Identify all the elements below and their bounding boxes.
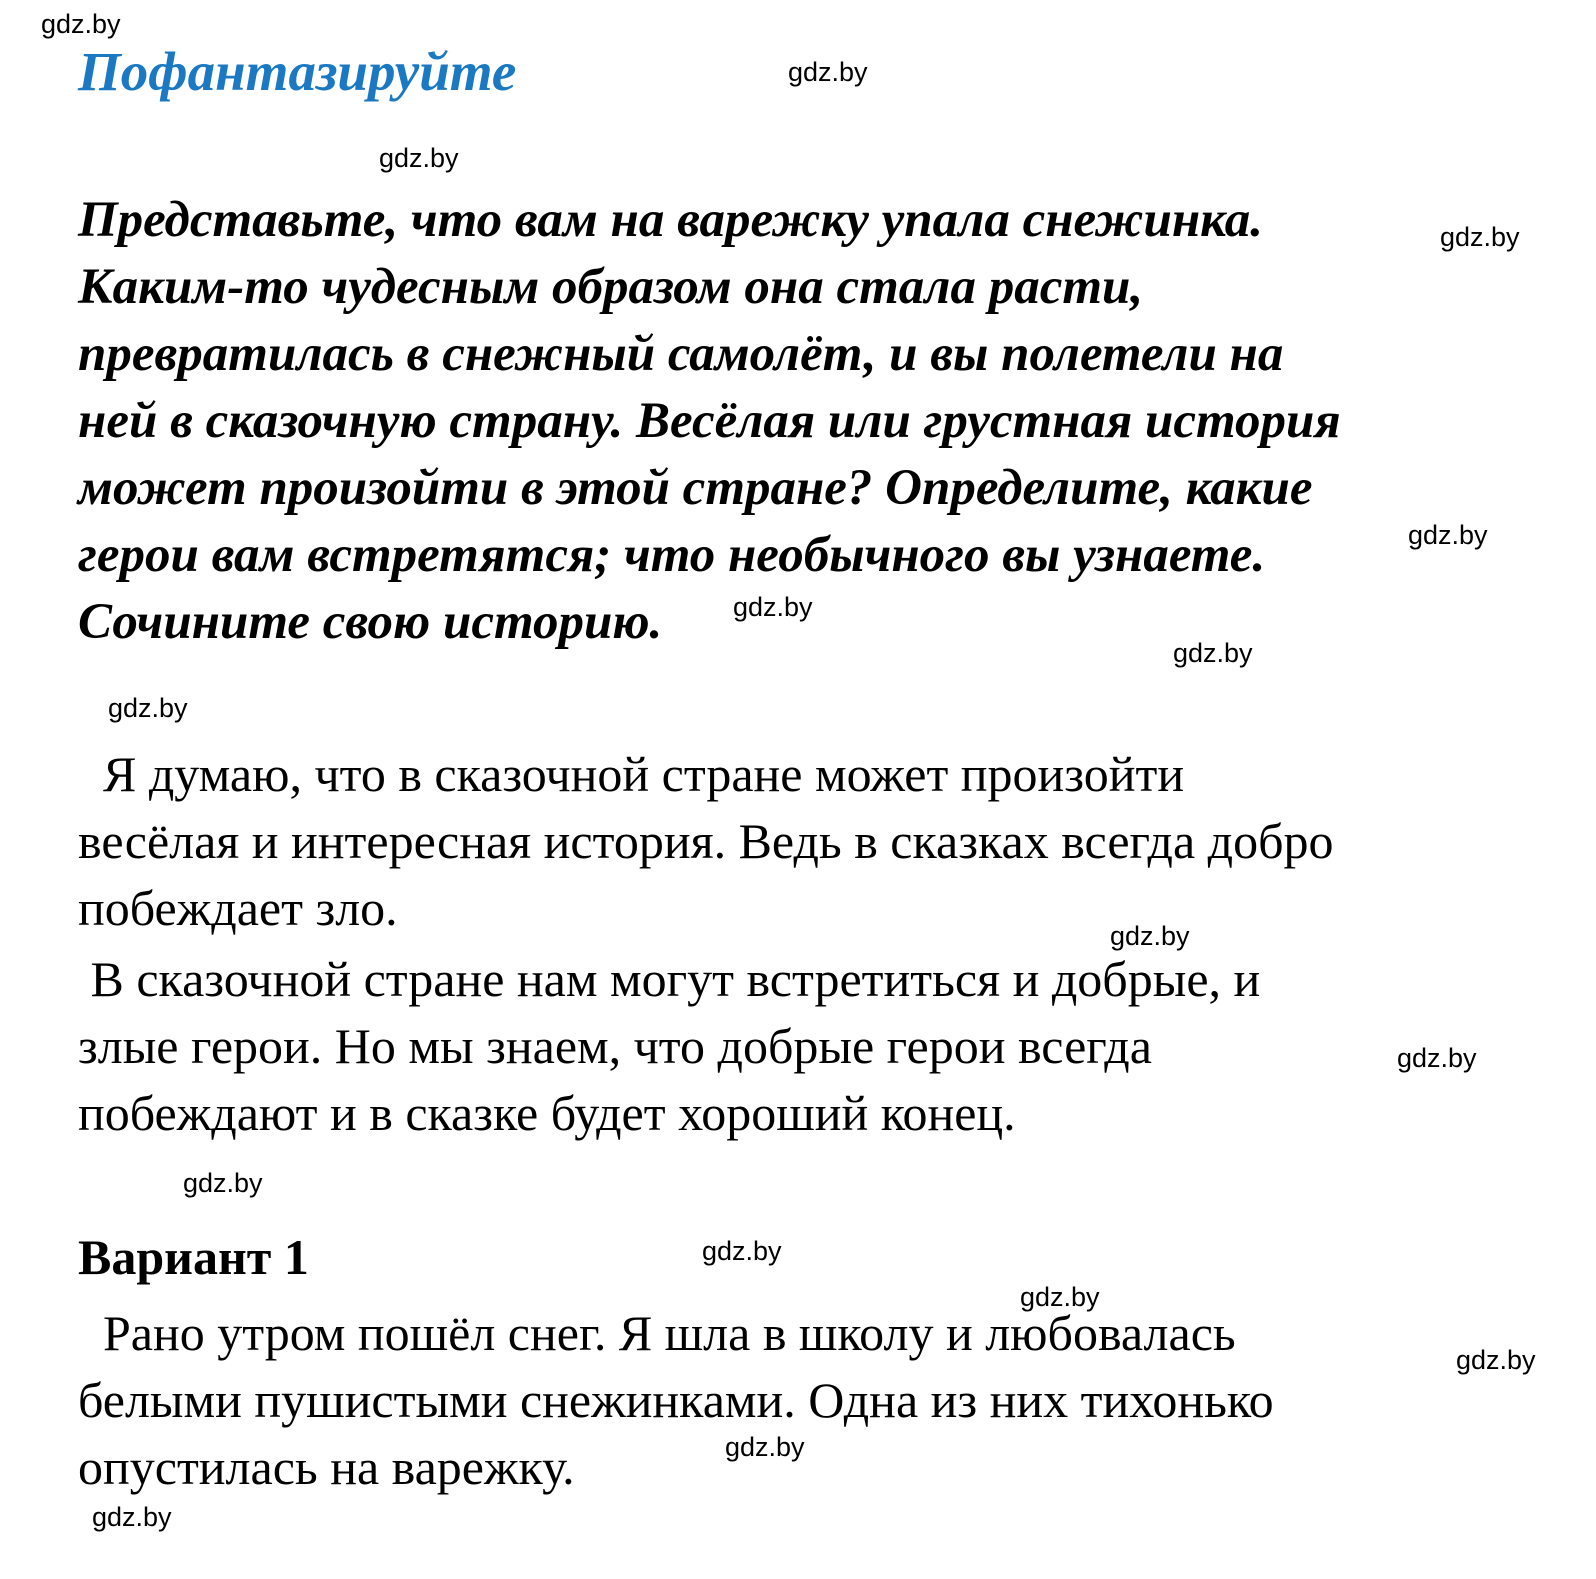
watermark: gdz.by bbox=[702, 1236, 782, 1266]
task-line: герои вам встретятся; что необычного вы узнаете. bbox=[78, 527, 1266, 583]
answer-line: побеждает зло. bbox=[78, 880, 398, 936]
variant-title: Вариант 1 bbox=[78, 1229, 309, 1285]
task-line: Представьте, что вам на варежку упала снежинка. bbox=[78, 192, 1263, 248]
watermark: gdz.by bbox=[183, 1168, 263, 1198]
answer-paragraph-2 bbox=[78, 946, 1578, 1147]
watermark: gdz.by bbox=[379, 143, 459, 173]
task-line: может произойти в этой стране? Определите, какие bbox=[78, 460, 1313, 516]
watermark: gdz.by bbox=[725, 1432, 805, 1462]
watermark: gdz.by bbox=[1408, 520, 1488, 550]
watermark: gdz.by bbox=[41, 9, 121, 39]
answer-line: В сказочной стране нам могут встретиться и добрые, и bbox=[78, 951, 1261, 1007]
section-heading: Пофантазируйте bbox=[78, 41, 517, 102]
task-line: превратилась в снежный самолёт, и вы полетели на bbox=[78, 326, 1284, 382]
task-line: ней в сказочную страну. Весёлая или грустная история bbox=[78, 393, 1341, 449]
watermark: gdz.by bbox=[788, 57, 868, 87]
answer-line: побеждают и в сказке будет хороший конец. bbox=[78, 1085, 1016, 1141]
watermark: gdz.by bbox=[733, 592, 813, 622]
variant-line: опустилась на варежку. bbox=[78, 1439, 575, 1495]
variant-line: белыми пушистыми снежинками. Одна из них тихонько bbox=[78, 1372, 1274, 1428]
answer-line: весёлая и интересная история. Ведь в сказках всегда добро bbox=[78, 813, 1334, 869]
task-line: Сочините свою историю. bbox=[78, 594, 663, 650]
answer-line: Я думаю, что в сказочной стране может произойти bbox=[78, 746, 1185, 802]
answer-paragraph-1 bbox=[78, 741, 1578, 942]
answer-line: злые герои. Но мы знаем, что добрые герои всегда bbox=[78, 1018, 1152, 1074]
watermark: gdz.by bbox=[1173, 638, 1253, 668]
watermark: gdz.by bbox=[1020, 1282, 1100, 1312]
variant-line: Рано утром пошёл снег. Я шла в школу и любовалась bbox=[78, 1305, 1236, 1361]
watermark: gdz.by bbox=[108, 693, 188, 723]
watermark: gdz.by bbox=[1440, 222, 1520, 252]
watermark: gdz.by bbox=[1397, 1043, 1477, 1073]
variant-paragraph bbox=[78, 1300, 1578, 1501]
task-line: Каким-то чудесным образом она стала расти, bbox=[78, 259, 1144, 315]
watermark: gdz.by bbox=[1456, 1345, 1536, 1375]
watermark: gdz.by bbox=[92, 1502, 172, 1532]
watermark: gdz.by bbox=[1110, 921, 1190, 951]
task-text bbox=[78, 187, 1558, 656]
